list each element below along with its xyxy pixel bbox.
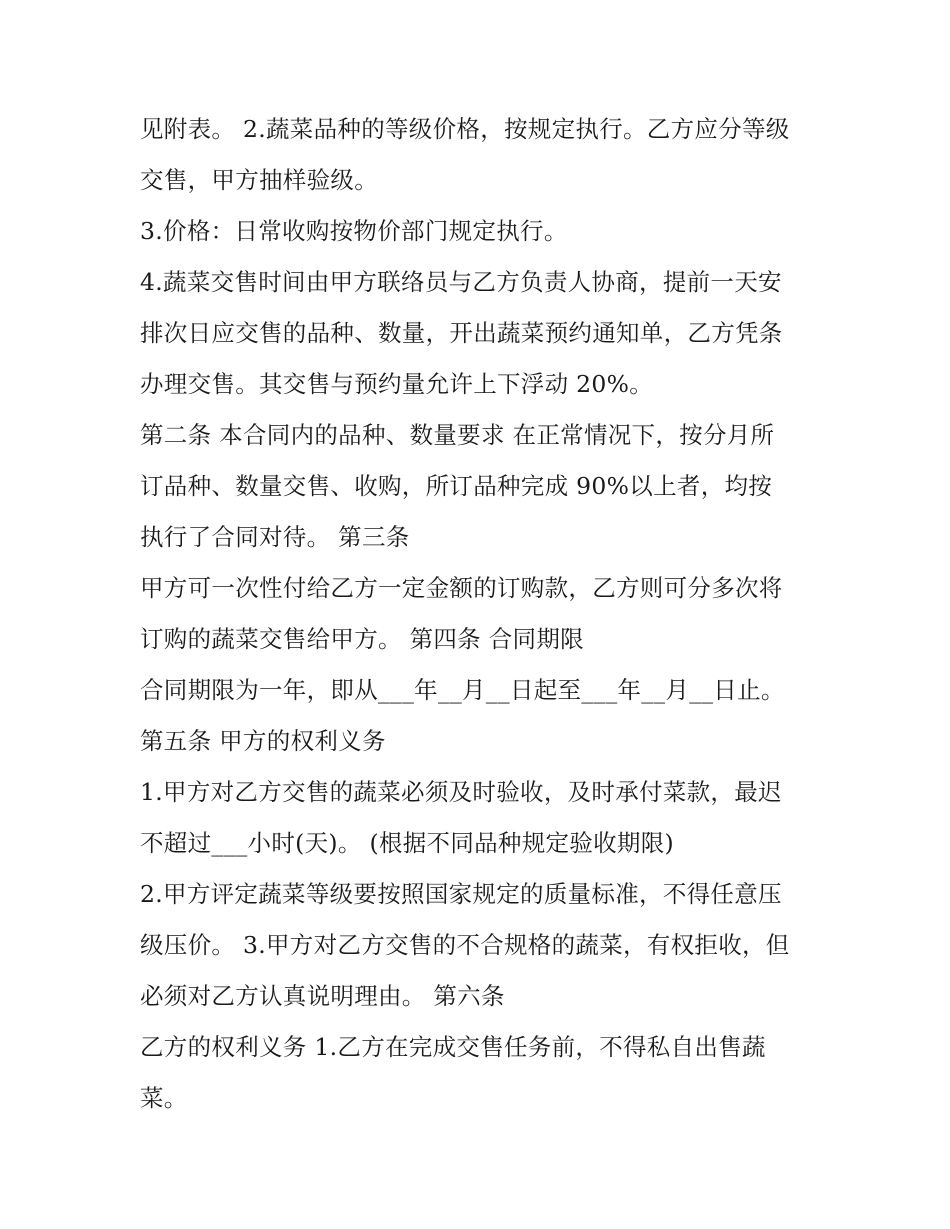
text-line: 不超过___小时(天)。 (根据不同品种规定验收期限) <box>140 829 674 857</box>
text-line: 甲方可一次性付给乙方一定金额的订购款，乙方则可分多次将 <box>140 574 783 602</box>
text-line: 乙方的权利义务 1.乙方在完成交售任务前，不得私自出售蔬 <box>140 1033 766 1061</box>
text-line: 菜。 <box>140 1084 188 1112</box>
text-line: 3.价格：日常收购按物价部门规定执行。 <box>140 217 568 245</box>
text-line: 2.甲方评定蔬菜等级要按照国家规定的质量标准，不得任意压 <box>140 880 782 908</box>
text-line: 交售，甲方抽样验级。 <box>140 166 378 194</box>
text-line: 必须对乙方认真说明理由。 第六条 <box>140 982 505 1010</box>
text-line: 见附表。 2.蔬菜品种的等级价格，按规定执行。乙方应分等级 <box>140 115 790 143</box>
text-line: 订购的蔬菜交售给甲方。 第四条 合同期限 <box>140 625 584 653</box>
text-line: 执行了合同对待。 第三条 <box>140 523 410 551</box>
text-line: 1.甲方对乙方交售的蔬菜必须及时验收，及时承付菜款，最迟 <box>140 778 782 806</box>
text-line: 办理交售。其交售与预约量允许上下浮动 20%。 <box>140 370 654 398</box>
text-line: 订品种、数量交售、收购，所订品种完成 90%以上者，均按 <box>140 472 773 500</box>
text-line: 级压价。 3.甲方对乙方交售的不合规格的蔬菜，有权拒收，但 <box>140 931 790 959</box>
text-line: 第二条 本合同内的品种、数量要求 在正常情况下，按分月所 <box>140 421 775 449</box>
text-line: 第五条 甲方的权利义务 <box>140 727 386 755</box>
text-line: 合同期限为一年，即从___年__月__日起至___年__月__日止。 <box>140 676 785 704</box>
text-line: 4.蔬菜交售时间由甲方联络员与乙方负责人协商，提前一天安 <box>140 268 782 296</box>
document-body <box>140 104 820 1124</box>
text-line: 排次日应交售的品种、数量，开出蔬菜预约通知单，乙方凭条 <box>140 319 783 347</box>
